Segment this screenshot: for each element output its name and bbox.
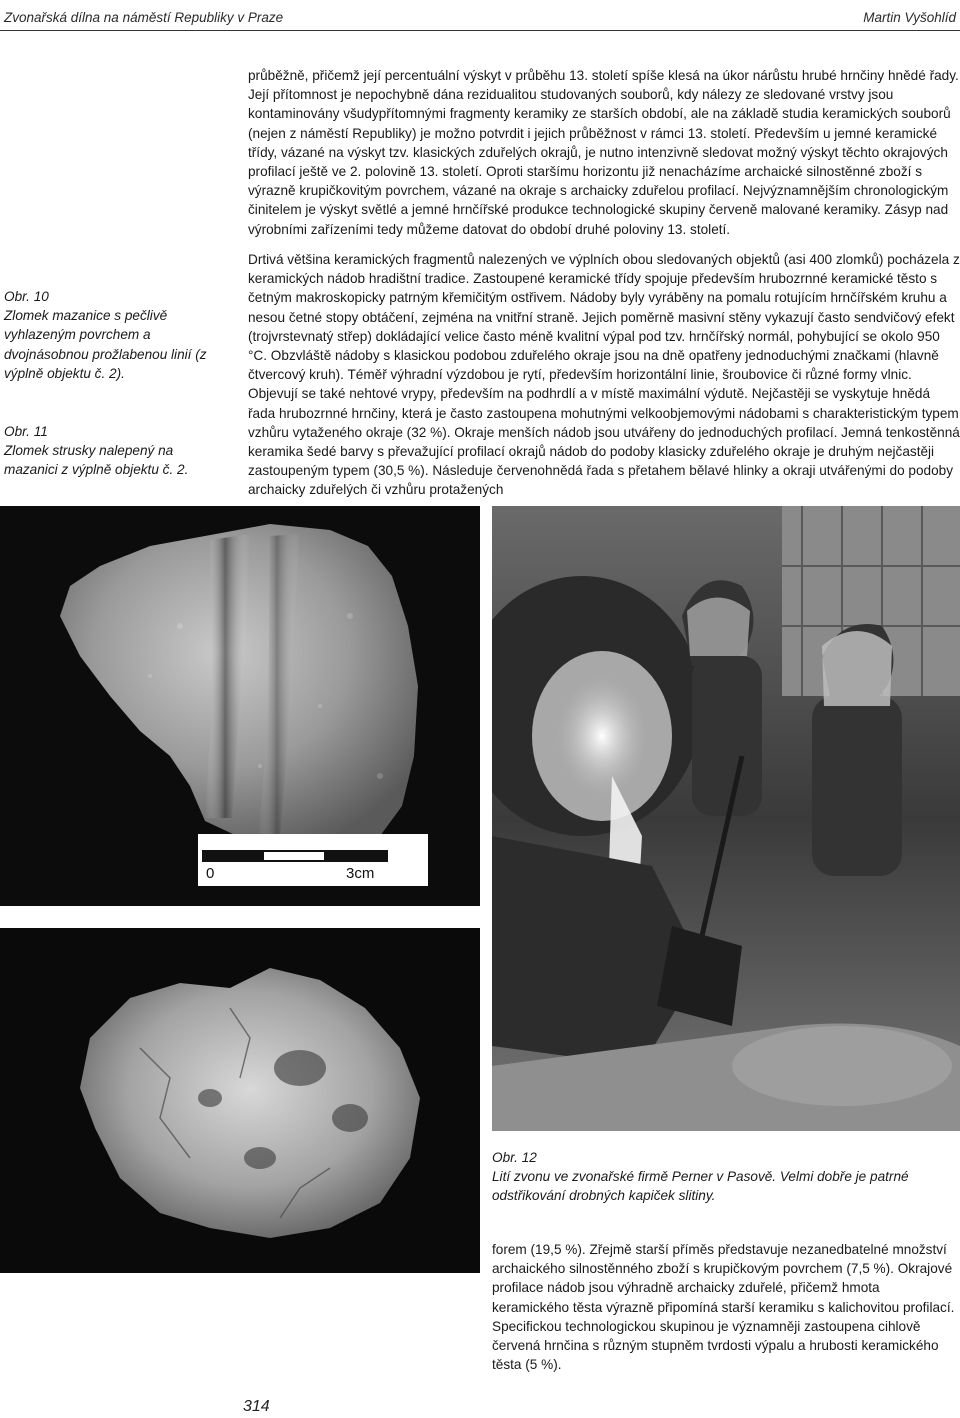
header-rule [0, 30, 960, 31]
figure-12-photo [492, 506, 960, 1131]
figure-11-number: Obr. 11 [4, 424, 48, 439]
daub-fragment-image [0, 506, 480, 906]
header-author: Martin Vyšohlíd [863, 10, 956, 25]
bell-casting-image [492, 506, 960, 1131]
scale-bar-zero: 0 [206, 865, 215, 882]
body-paragraph-3 [492, 1240, 960, 1374]
figure-12-number: Obr. 12 [492, 1150, 537, 1165]
caption-figure-11 [4, 422, 229, 480]
figure-10-text: Zlomek mazanice s pečlivě vyhlazeným povrchem a dvojnásobnou prožlabenou linií (z výplně objektu č. 2). [4, 308, 207, 381]
paragraph-text: průběžně, přičemž její percentuální výskyt v průběhu 13. století spíše klesá na úkor nárůstu hrubé hrnčiny hnědé řady. Její přítomnost je nepochybně dána rezidualitou studovaných souborů, kdy nálezy ze sledované vrstvy jsou kontaminovány všudypřítomnými fragmenty keramiky ze starších období, ale na základě studia keramických souborů (nejen z náměstí Republiky) je možno potvrdit i jejich průběžnost v rámci 13. století. Především u jemné keramické třídy, vázané na výskyt tzv. klasických zduřelých okrajů, je nutno intenzivně sledovat možný výskyt těchto okrajových profilací ještě ve 2. polovině 13. století. Oproti staršímu horizontu již nenacházíme archaické silnostěnné zboží s výrazně krupičkovitým povrchem, vázané na okraje s archaicky zduřelou profilací. Nejvýznamnějším chronologickým činitelem je výskyt světlé a jemné hrnčířské produkce technologické skupiny červeně malované keramiky. Zásyp nad výrobními zařízeními tedy můžeme datovat do období druhé poloviny 13. století. [248, 68, 959, 237]
figure-10-photo [0, 506, 480, 906]
figure-11-photo [0, 928, 480, 1273]
caption-figure-12 [492, 1148, 912, 1206]
figure-10-number: Obr. 10 [4, 289, 49, 304]
figure-11-text: Zlomek strusky nalepený na mazanici z výplně objektu č. 2. [4, 443, 189, 478]
caption-figure-10 [4, 287, 229, 383]
page-number: 314 [243, 1398, 270, 1415]
running-header [0, 0, 960, 30]
scale-bar [198, 834, 428, 886]
paragraph-text: forem (19,5 %). Zřejmě starší příměs představuje nezanedbatelné množství archaického silnostěnného zboží s krupičkovým povrchem (7,5 %). Okrajové profilace nádob jsou výhradně archaicky zduřelé, přičemž hmota keramického těsta výrazně připomíná starší keramiku s kalichovitou profilací. Specifickou technologickou skupinou je významněji zastoupena cihlově červená hrnčina s různým stupněm tvrdosti výpalu a hrubosti keramického těsta (5 %). [492, 1242, 955, 1373]
paragraph-text: Drtivá většina keramických fragmentů nalezených ve výplních obou sledovaných objektů (asi 400 zlomků) pocházela z keramických nádob hradištní tradice. Zastoupené keramické třídy spojuje především hrubozrnné keramické těsto s četným makroskopicky patrným křemičitým ostřivem. Nádoby byly vyráběny na pomalu rotujícím hrnčířském kruhu a nesou četné stopy obtáčení, zejména na vnitřní straně. Jejich poměrně masivní stěny vykazují často sendvičový efekt (trojvrstevnatý střep) dokládající velice často méně kvalitní výpal pod tzv. hrnčířský normál, pohybující se okolo 950 °C. Obzvláště nádoby s klasickou podobou zduřelého okraje jsou na dně opatřeny jednoduchými značkami (hlavně čtvercový kruh). Téměř výhradní výzdobou je rytí, především horizontální linie, šroubovice či různé formy vlnic. Objevují se také nehtové vrypy, především na podhrdlí a v místě maximální výdutě. Nejčastěji se vyskytuje hnědá řada hrubozrnné hrnčiny, která je často zastoupena mohutnými velkoobjemovými nádobami s charakteristickým typem vzhůru vytaženého okraje (32 %). Okraje menších nádob jsou utvářeny do jednoduchých profilací. Jemná tenkostěnná keramika šedé barvy s převažující profilací okrajů nádob do podoby klasicky zduřelého okraje je druhým nejčastěji zastoupeným typem (30,5 %). Následuje červenohnědá řada s přetahem bělavé hlinky a okraji utvářenými do podoby archaicky zduřelých či vzhůru protažených [248, 252, 960, 498]
figure-12-text: Lití zvonu ve zvonařské firmě Perner v Pasově. Velmi dobře je patrné odstřikování drobných kapiček slitiny. [492, 1169, 909, 1204]
body-paragraph-2 [248, 250, 960, 500]
body-paragraph-1 [248, 66, 960, 239]
scale-bar-label: 3cm [346, 865, 375, 882]
header-title: Zvonařská dílna na náměstí Republiky v Praze [4, 10, 284, 25]
slag-fragment-image [0, 928, 480, 1273]
